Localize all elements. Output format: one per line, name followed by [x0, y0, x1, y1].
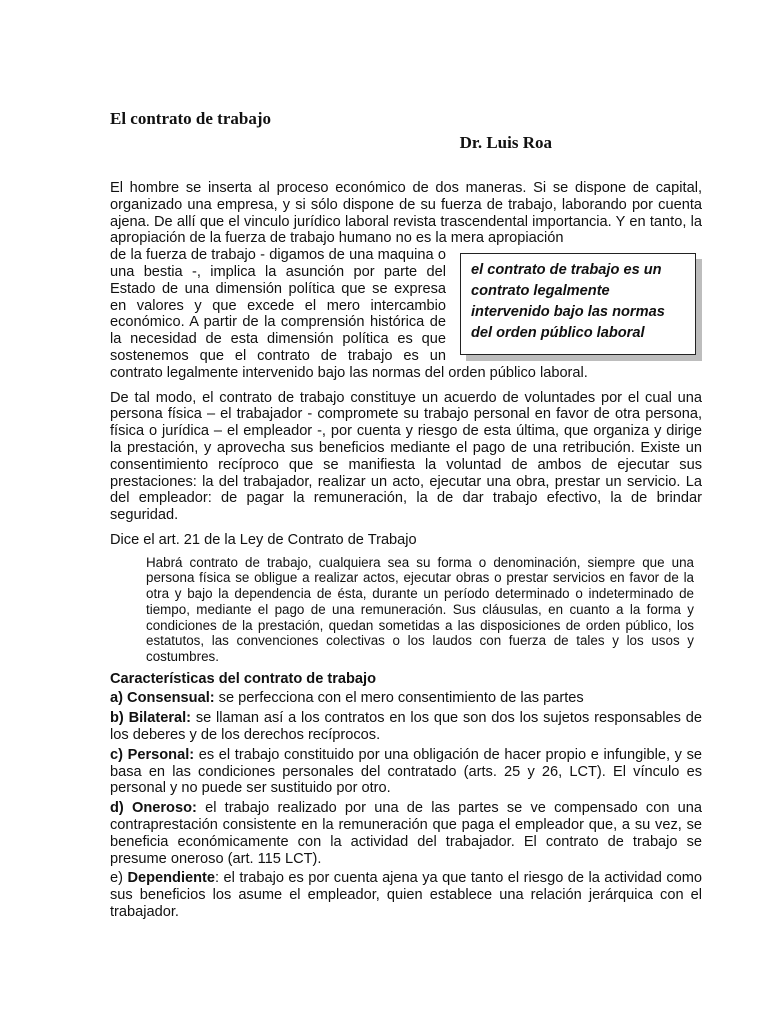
- item-label: Dependiente: [127, 870, 216, 887]
- paragraph-intro-wrap: de la fuerza de trabajo - digamos de una maquina o una bestia -, implica la asunción por parte del Estado de una dimensión política que se expresa en valores y que excede el mero intercambio económico. A partir de la comprensión histórica de la necesidad de esta dimensión política es que sostenemos que el contrato de trabajo es un contrato legalmente intervenido bajo las normas del orden público laboral.: [110, 247, 588, 381]
- characteristic-item: [110, 870, 702, 920]
- item-text: se perfecciona con el mero consentimiento de las partes: [214, 690, 584, 707]
- item-text: es el trabajo constituido por una obligación de hacer propio e infungible, y se basa en las condiciones personales del contratado (arts. 25 y 26, LCT). El vínculo es personal y no puede ser sustituido por otro.: [110, 746, 702, 797]
- document-page: [110, 108, 702, 921]
- item-text: se llaman así a los contratos en los que son dos los sujetos responsables de los deberes y de los derechos recíprocos.: [110, 710, 702, 744]
- paragraph-definition: De tal modo, el contrato de trabajo constituye un acuerdo de voluntades por el cual una persona física – el trabajador - compromete su trabajo personal en favor de otra persona, física o jurídica – el empleador -, por cuenta y riesgo de esta última, que organiza y dirige la prestación, y aprovecha sus beneficios mediante el pago de una retribución. Existe un consentimiento recíproco que se manifiesta la voluntad de ambos de ejecutar sus prestaciones: la del trabajador, realizar un acto, ejecutar una obra, prestar un servicio. La del empleador: de pagar la remuneración, la de dar trabajo efectivo, la de brindar seguridad.: [110, 389, 702, 524]
- item-label: d) Oneroso:: [110, 800, 197, 817]
- document-author: Dr. Luis Roa: [459, 133, 552, 152]
- characteristic-item: [110, 710, 702, 744]
- item-text: : el trabajo es por cuenta ajena ya que tanto el riesgo de la actividad como sus beneficios los asume el empleador, quien establece una relación jerárquica con el trabajador.: [110, 870, 703, 921]
- item-text: el trabajo realizado por una de las partes se ve compensado con una contraprestación consistente en la remuneración que paga el empleador que, a su vez, se beneficia económicamente con la actividad del trabajador. El contrato de trabajo se presume oneroso (art. 115 LCT).: [110, 800, 702, 867]
- article-quote: Habrá contrato de trabajo, cualquiera sea su forma o denominación, siempre que una persona física se obligue a realizar actos, ejecutar obras o prestar servicios en favor de la otra y bajo la dependencia de ésta, durante un período determinado o indeterminado de tiempo, mediante el pago de una remuneración. Sus cláusulas, en cuanto a la forma y condiciones de la prestación, quedan sometidas a las disposiciones de orden público, los estatutos, las convenciones colectivas o los laudos con fuerza de tales y los usos y costumbres.: [146, 554, 694, 664]
- section-heading: Características del contrato de trabajo: [110, 670, 377, 687]
- intro-continued: [110, 247, 702, 381]
- item-label: a) Consensual:: [110, 690, 215, 707]
- item-prefix: e): [110, 870, 128, 887]
- document-title: El contrato de trabajo: [110, 109, 272, 128]
- characteristic-item: [110, 690, 702, 707]
- item-label: b) Bilateral:: [110, 710, 192, 727]
- characteristic-item: [110, 800, 702, 867]
- characteristic-item: [110, 747, 702, 797]
- callout-box: el contrato de trabajo es un contrato legalmente intervenido bajo las normas del orden público laboral: [460, 253, 696, 355]
- paragraph-article-intro: Dice el art. 21 de la Ley de Contrato de Trabajo: [110, 531, 417, 548]
- item-label: c) Personal:: [110, 746, 195, 763]
- paragraph-intro: El hombre se inserta al proceso económico de dos maneras. Si se dispone de capital, organizado una empresa, y si sólo dispone de su fuerza de trabajo, laborando por cuenta ajena. De allí que el vinculo jurídico laboral revista trascendental importancia. Y en tanto, la apropiación de la fuerza de trabajo humano no es la mera apropiación: [110, 180, 702, 247]
